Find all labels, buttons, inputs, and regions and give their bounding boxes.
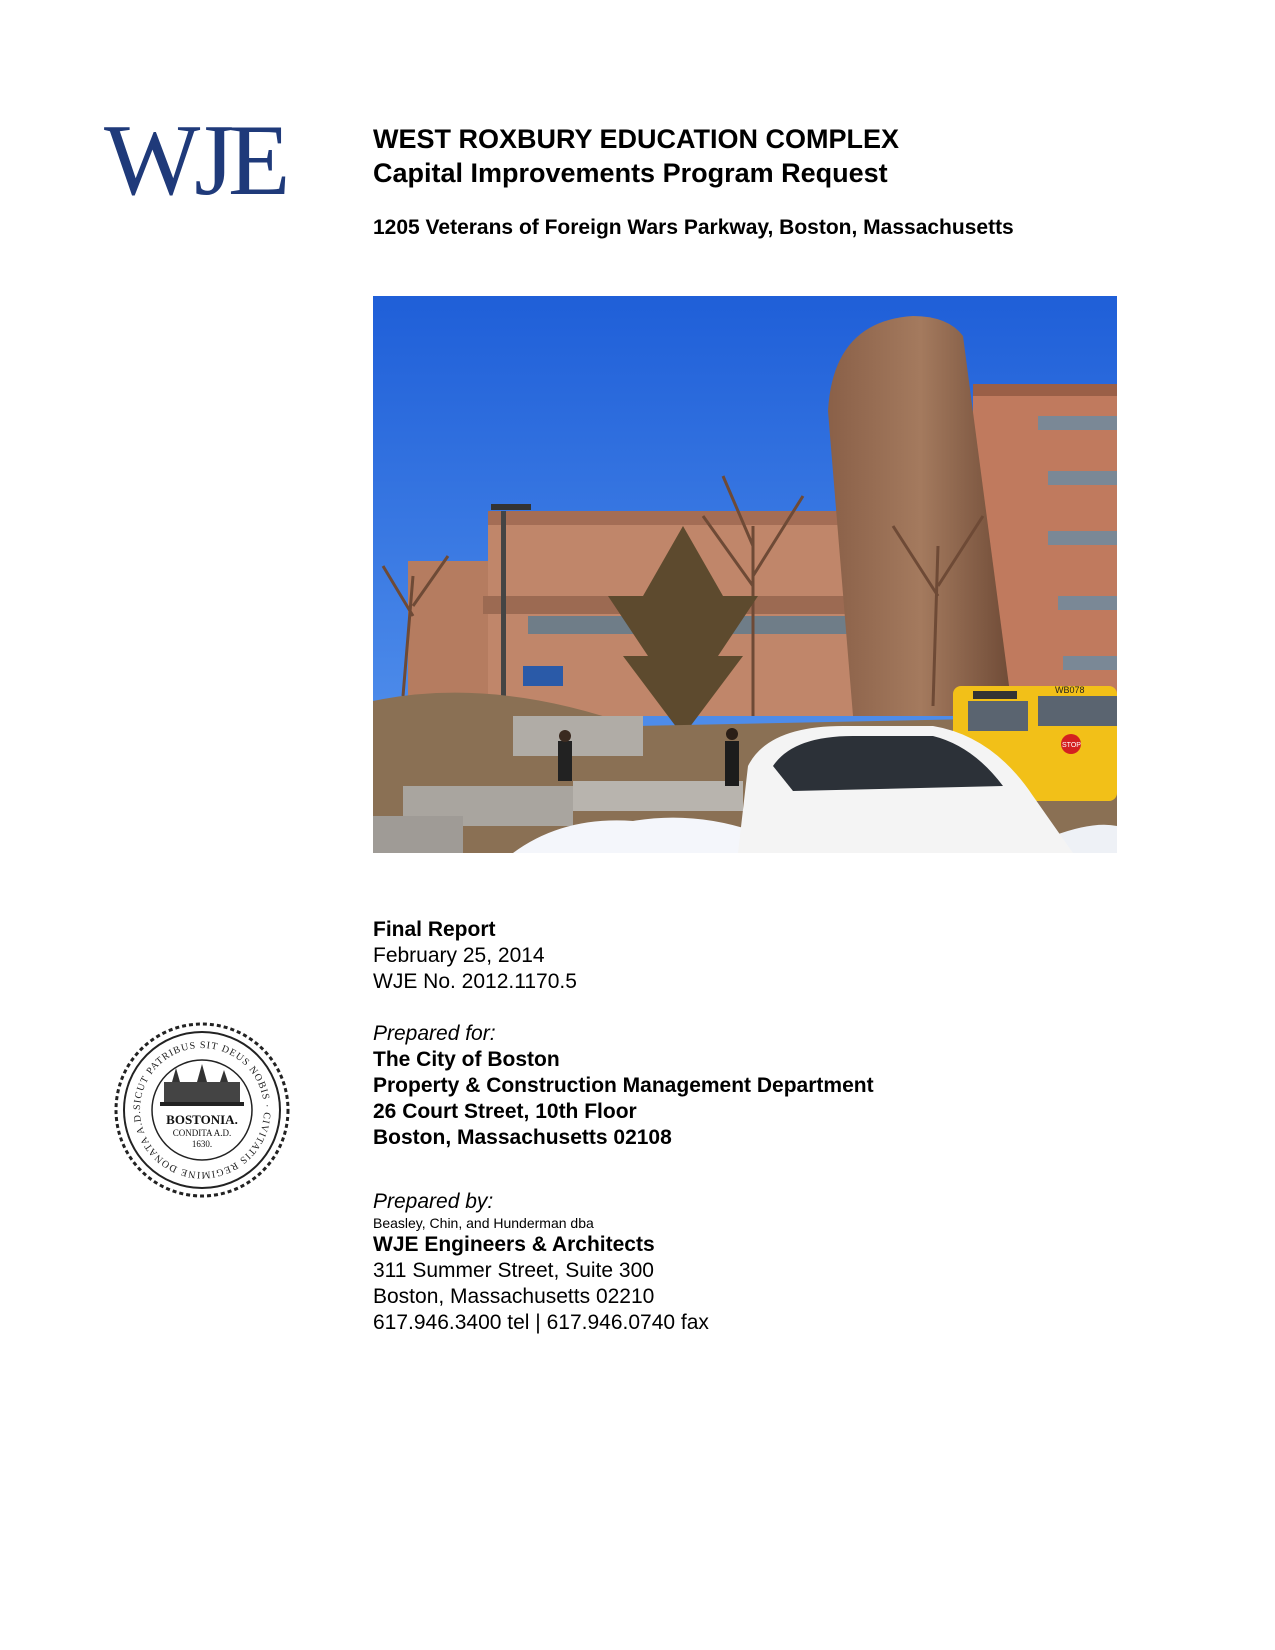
prepared-by-label: Prepared by: (373, 1190, 494, 1213)
city-of-boston-seal (112, 1020, 292, 1200)
prepared-for-label: Prepared for: (373, 1022, 496, 1045)
page-subtitle: Capital Improvements Program Request (373, 158, 888, 188)
project-address: 1205 Veterans of Foreign Wars Parkway, Boston, Massachusetts (373, 216, 1014, 239)
report-details (373, 917, 874, 1336)
seal-ring-text: SICUT PATRIBUS SIT DEUS NOBIS · CIVITATIS REGIMINE DONATA A.D. (131, 1039, 273, 1181)
report-date: February 25, 2014 (373, 944, 545, 967)
client-street: 26 Court Street, 10th Floor (373, 1100, 637, 1123)
client-city: Boston, Massachusetts 02108 (373, 1126, 672, 1149)
firm-name: WJE Engineers & Architects (373, 1233, 655, 1256)
title-block (373, 122, 1193, 190)
report-type: Final Report (373, 918, 496, 941)
bus-number: WB078 (1055, 685, 1085, 695)
firm-city: Boston, Massachusetts 02210 (373, 1285, 655, 1308)
seal-center-year: 1630. (191, 1139, 213, 1149)
client-name: The City of Boston (373, 1048, 560, 1071)
building-photo (373, 296, 1117, 853)
firm-street: 311 Summer Street, Suite 300 (373, 1259, 654, 1282)
stop-sign: STOP (1062, 742, 1081, 749)
client-department: Property & Construction Management Department (373, 1074, 874, 1097)
page-title: WEST ROXBURY EDUCATION COMPLEX (373, 124, 900, 154)
report-number: WJE No. 2012.1170.5 (373, 970, 577, 993)
firm-dba: Beasley, Chin, and Hunderman dba (373, 1215, 594, 1231)
firm-phone: 617.946.3400 tel | 617.946.0740 fax (373, 1311, 709, 1334)
seal-center-title: BOSTONIA. (166, 1112, 238, 1127)
wje-logo: WJE (104, 104, 285, 217)
seal-center-sub: CONDITA A.D. (172, 1128, 232, 1138)
